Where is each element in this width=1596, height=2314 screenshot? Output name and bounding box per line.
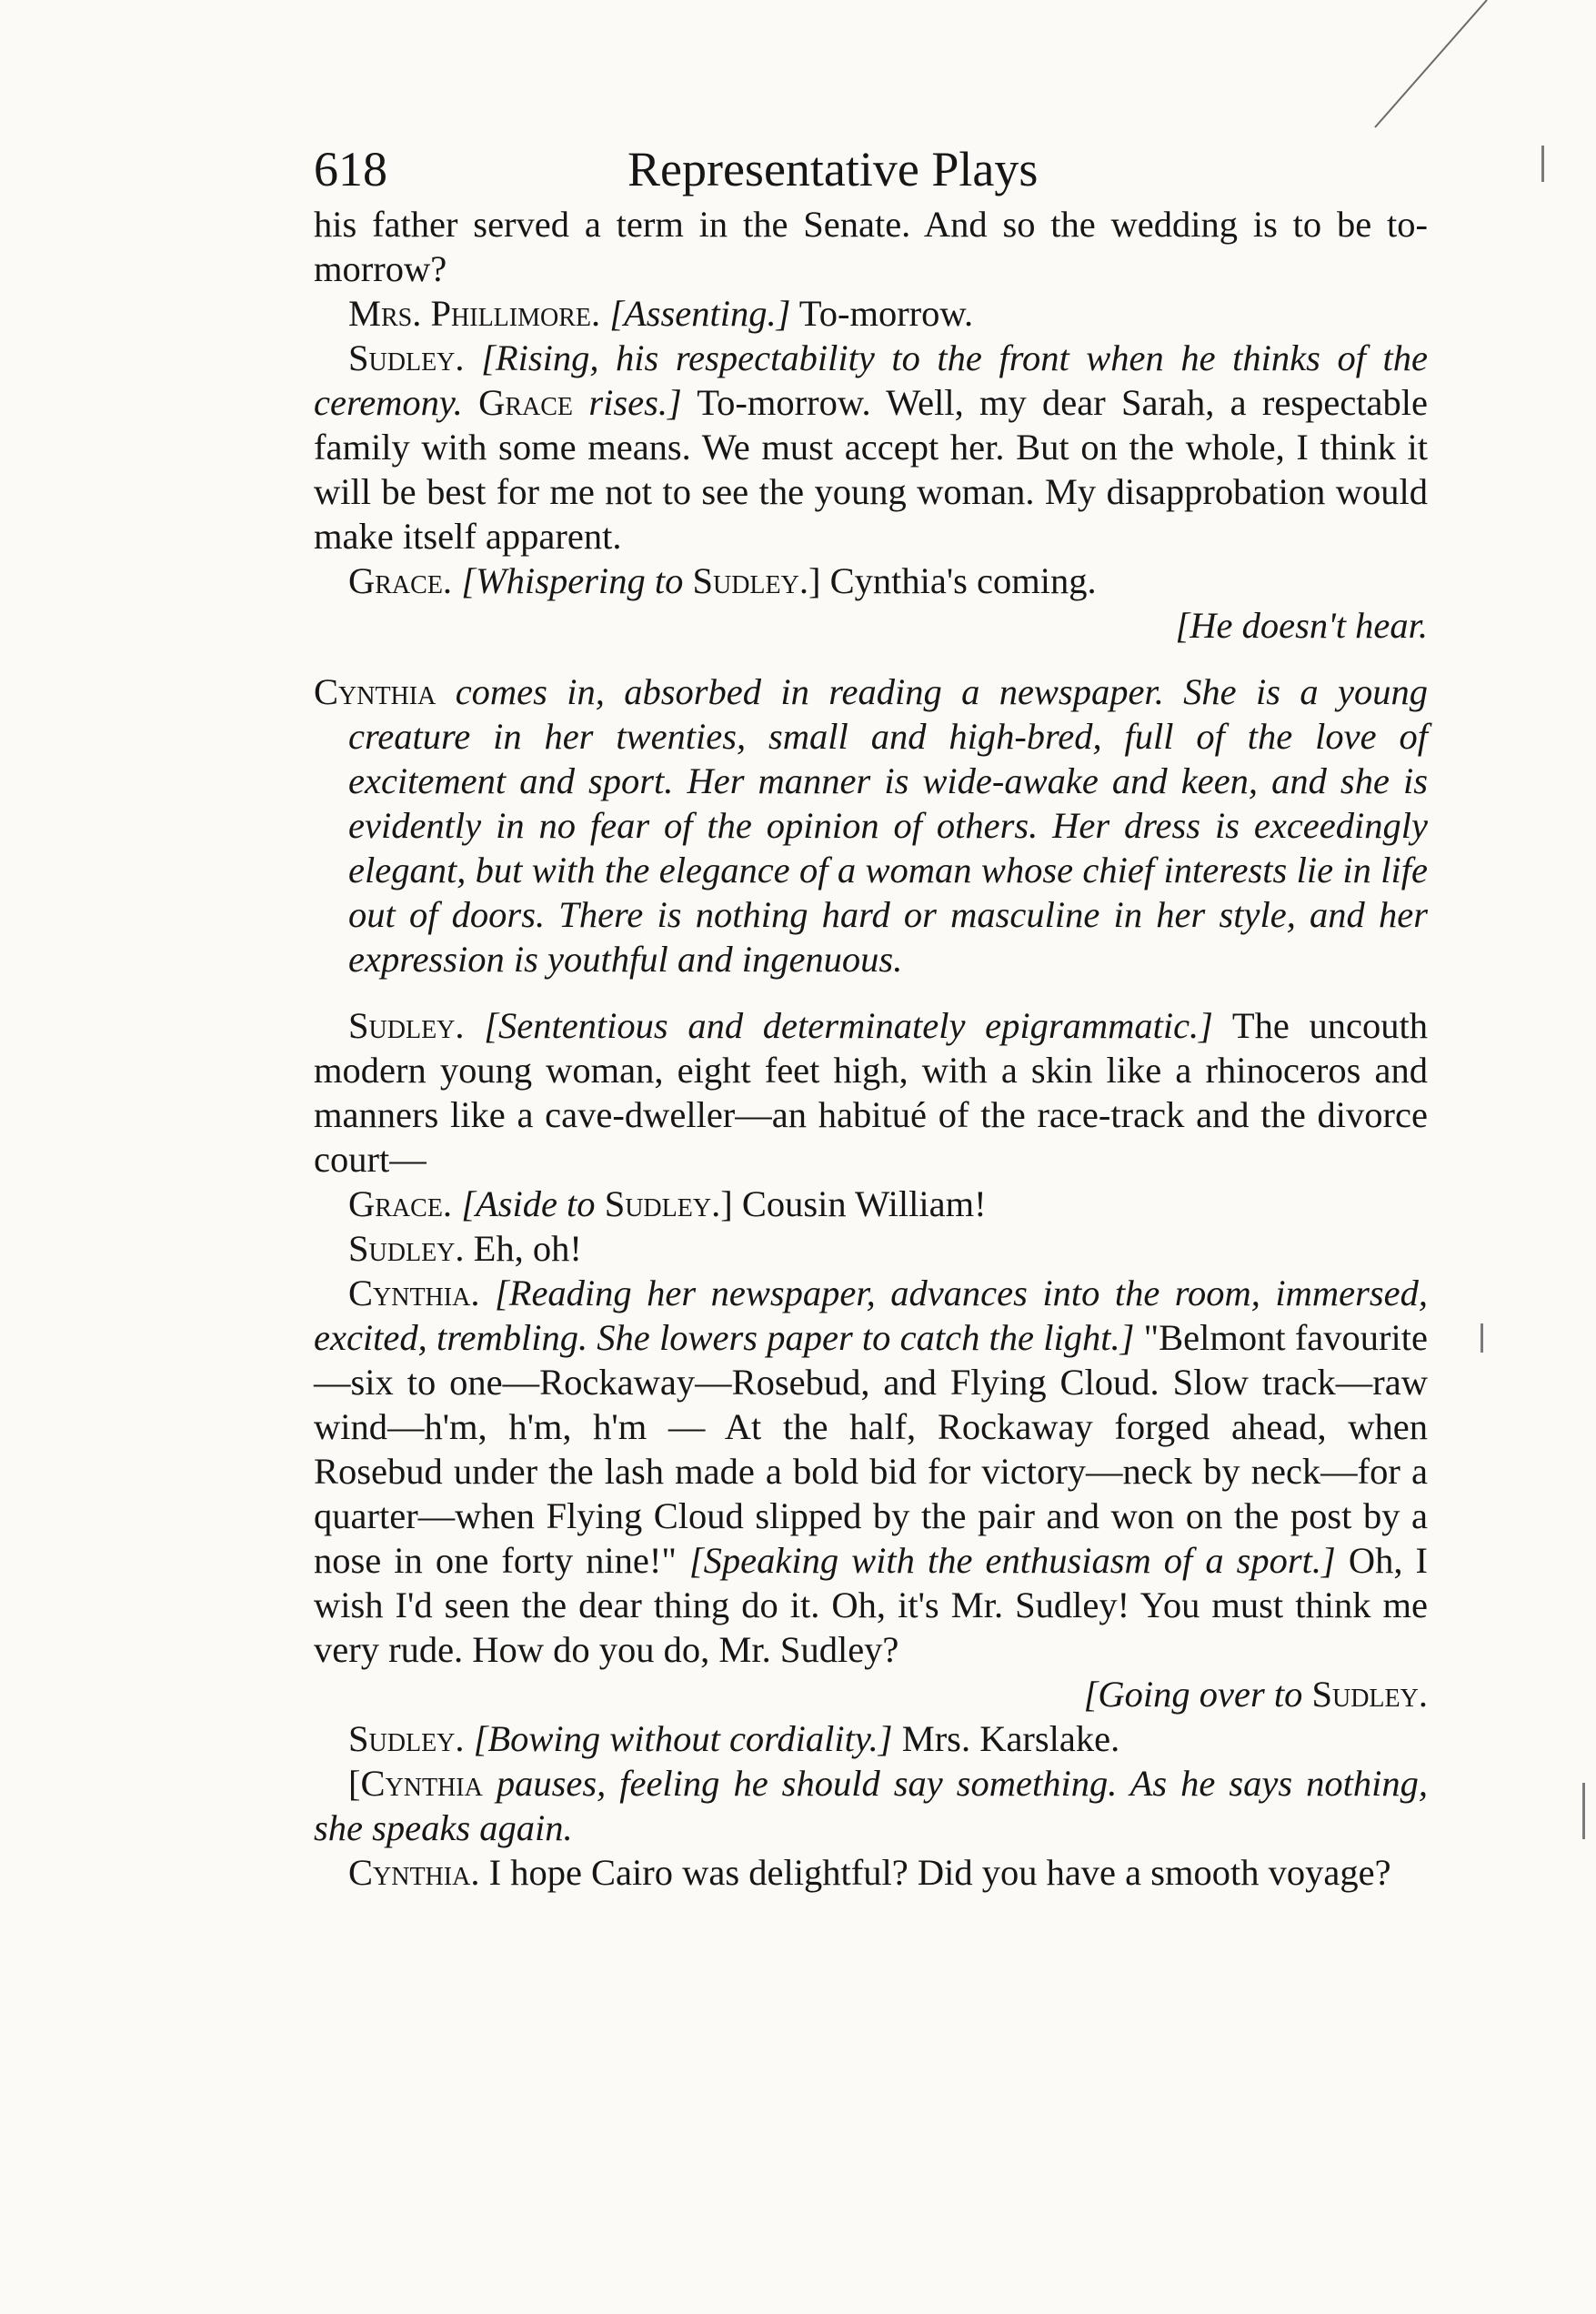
play-text — [314, 202, 1428, 1895]
stage-direction: [Aside to — [461, 1183, 596, 1224]
dialogue: To-morrow. — [790, 293, 974, 334]
paragraph — [314, 202, 1428, 291]
character-name: Cynthia — [360, 1763, 483, 1804]
character-name: Sudley.] — [692, 560, 821, 601]
scan-mark — [1541, 146, 1544, 182]
paragraph — [314, 1716, 1428, 1761]
stage-direction: [Rising, his respectability to the front when he thinks of the ceremony. — [314, 337, 1428, 423]
scan-mark — [1582, 1783, 1585, 1839]
dialogue: his father served a term in the Senate. And so the wedding is to be to-morrow? — [314, 204, 1428, 289]
dialogue: Eh, oh! — [464, 1228, 582, 1269]
paragraph — [314, 1182, 1428, 1226]
dialogue: Cynthia's coming. — [820, 560, 1097, 601]
paragraph — [314, 558, 1428, 603]
stage-direction: [Reading her newspaper, advances into the room, immersed, excited, trembling. She lowers paper to catch the light.] — [314, 1273, 1428, 1358]
dialogue: Mrs. Karslake. — [892, 1718, 1120, 1759]
stage-direction: [Whispering to — [461, 560, 684, 601]
character-name: Grace — [478, 382, 574, 423]
stage-direction: [He doesn't hear. — [1175, 605, 1428, 646]
speaker-name: Sudley. — [348, 1005, 465, 1046]
stage-direction: comes in, absorbed in reading a newspaper. She is a young creature in her twenties, small and high-bred, full of the love of excitement and sport. Her manner is wide-awake and keen, and she is evidently in no fear of the opinion of others. Her dress is exceedingly elegant, but with the elegance of a woman whose chief interests lie in life out of doors. There is nothing hard or masculine in her style, and her expression is youthful and ingenuous. — [348, 671, 1428, 980]
paragraph — [314, 1850, 1428, 1895]
speaker-name: Sudley. — [348, 1718, 465, 1759]
running-head — [314, 136, 1428, 202]
stage-direction: pauses, feeling he should say something. As he says nothing, she speaks again. — [314, 1763, 1428, 1848]
paragraph — [314, 1226, 1428, 1271]
stage-direction: [Assenting.] — [609, 293, 791, 334]
paragraph — [314, 1271, 1428, 1672]
paragraph — [314, 291, 1428, 336]
paragraph — [314, 1761, 1428, 1850]
bracket: [ — [348, 1763, 361, 1804]
stage-direction: rises.] — [588, 382, 682, 423]
character-name: Cynthia — [314, 671, 437, 712]
speaker-name: Cynthia. — [348, 1273, 480, 1313]
speaker-name: Cynthia. — [348, 1852, 480, 1893]
paragraph — [314, 1003, 1428, 1182]
dialogue: Cousin William! — [732, 1183, 987, 1224]
speaker-name: Grace. — [348, 1183, 453, 1224]
speaker-name: Sudley. — [348, 337, 465, 378]
stage-direction: [Bowing without cordiality.] — [473, 1718, 893, 1759]
dialogue: Oh, I wish I'd seen the dear thing do it. Oh, it's Mr. Sudley! You must think me very rude. How do you do, Mr. Sudley? — [314, 1540, 1428, 1670]
page-number: 618 — [314, 142, 387, 196]
scan-pen-stroke — [1364, 0, 1491, 136]
stage-paragraph — [314, 669, 1428, 981]
stage-direction: [Sententious and determinately epigrammatic.] — [484, 1005, 1213, 1046]
scan-mark — [1481, 1323, 1483, 1353]
stage-direction: [Going over to — [1083, 1674, 1303, 1715]
speaker-name: Sudley. — [348, 1228, 465, 1269]
paragraph — [314, 603, 1428, 648]
dialogue: "Belmont favourite—six to one—Rockaway—Rosebud, and Flying Cloud. Slow track—raw wind—h'm, h'm, h'm — At the half, Rockaway forged ahead, when Rosebud under the lash made a bold bid for victory—neck by neck—for a quarter—when Flying Cloud slipped by the pair and won on the post by a nose in one forty nine!" — [314, 1317, 1428, 1581]
dialogue: I hope Cairo was delightful? Did you have a smooth voyage? — [479, 1852, 1391, 1893]
running-title: Representative Plays — [627, 142, 1039, 196]
book-page — [314, 136, 1428, 1895]
character-name: Sudley. — [1311, 1674, 1428, 1715]
paragraph — [314, 1672, 1428, 1716]
speaker-name: Grace. — [348, 560, 453, 601]
paragraph — [314, 336, 1428, 558]
character-name: Sudley.] — [604, 1183, 733, 1224]
dialogue: The uncouth modern young woman, eight feet high, with a skin like a rhinoceros and manners like a cave-dweller—an habitué of the race-track and the divorce court— — [314, 1005, 1428, 1180]
speaker-name: Mrs. Phillimore. — [348, 293, 601, 334]
stage-direction: [Speaking with the enthusiasm of a sport.] — [688, 1540, 1336, 1581]
dialogue: To-morrow. Well, my dear Sarah, a respectable family with some means. We must accept her. But on the whole, I think it will be best for me not to see the young woman. My disapprobation would make itself apparent. — [314, 382, 1429, 557]
